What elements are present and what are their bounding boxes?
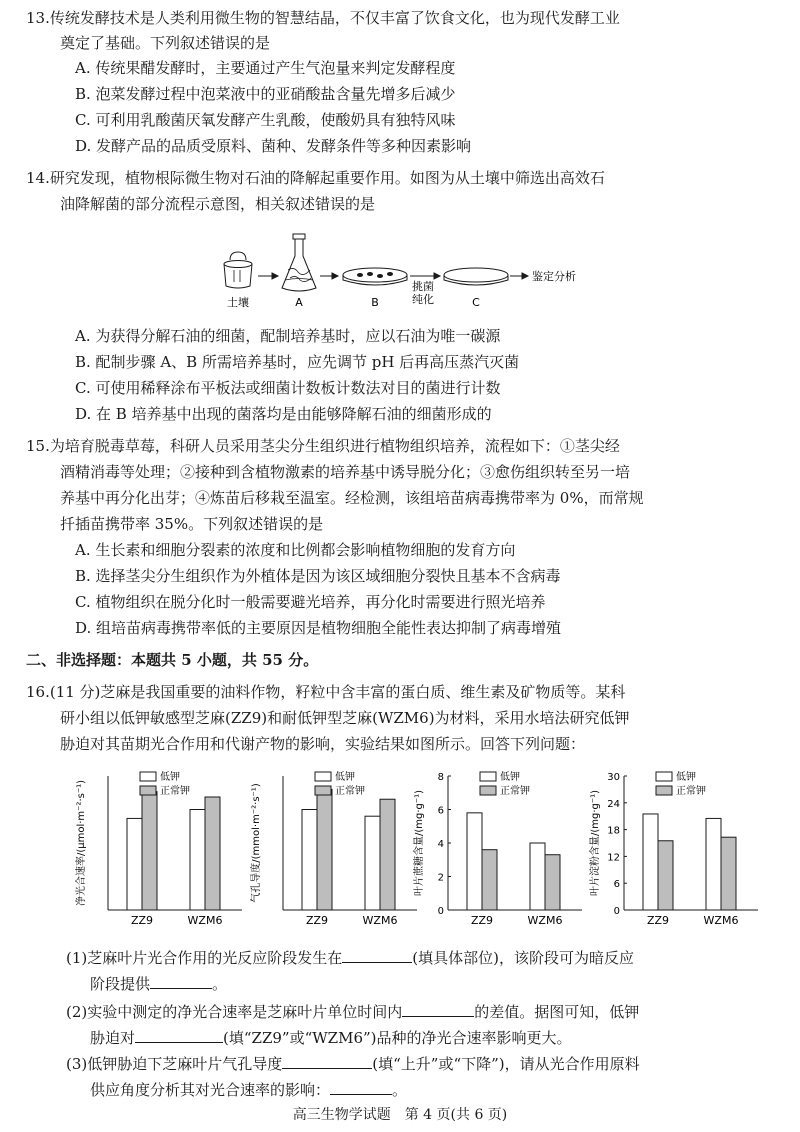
petri-dish-b-icon	[343, 268, 407, 285]
petri-dish-c-icon	[444, 268, 508, 285]
bar	[482, 850, 497, 910]
y-axis-title: 叶片蔗糖含量/(mg·g⁻¹)	[414, 789, 425, 897]
bar	[643, 814, 658, 910]
y-tick-label: 6	[613, 879, 620, 891]
legend-label: 正常钾	[160, 786, 190, 797]
q16-part2-line1: (2)实验中测定的净光合速率是芝麻叶片单位时间内 的差值。据图可知，低钾	[66, 1003, 640, 1021]
answer-blank[interactable]	[330, 1080, 392, 1095]
q14-option-a: A. 为获得分解石油的细菌，配制培养基时，应以石油为唯一碳源	[75, 327, 501, 345]
legend-swatch	[656, 786, 672, 795]
q13-option-b: B. 泡菜发酵过程中泡菜液中的亚硝酸盐含量先增多后减少	[75, 85, 456, 103]
bar	[365, 816, 380, 910]
flow-arrow-icon	[410, 273, 440, 279]
stomatal-conductance-chart	[247, 768, 425, 940]
step-a-label: A	[295, 296, 303, 309]
conical-flask-icon	[282, 234, 316, 291]
q13-stem-line2: 奠定了基础。下列叙述错误的是	[60, 34, 271, 52]
x-tick-label: ZZ9	[130, 914, 154, 927]
legend-swatch	[140, 772, 156, 781]
q16-part1-line2: 阶段提供 。	[90, 975, 228, 993]
bar	[467, 813, 482, 910]
answer-blank[interactable]	[282, 1054, 372, 1069]
page-footer: 高三生物学试题 第 4 页(共 6 页)	[292, 1107, 508, 1123]
q15-option-b: B. 选择茎尖分生组织作为外植体是因为该区域细胞分裂快且基本不含病毒	[75, 567, 561, 585]
bar	[721, 837, 736, 910]
legend-label: 正常钾	[500, 786, 530, 797]
y-tick-label: 8	[437, 772, 444, 783]
q15-option-a: A. 生长素和细胞分裂素的浓度和比例都会影响植物细胞的发育方向	[75, 541, 516, 559]
legend-swatch	[656, 772, 672, 781]
q15-stem-line4: 扦插苗携带率 35%。下列叙述错误的是	[60, 515, 324, 533]
step-b-label: B	[371, 296, 379, 309]
legend-swatch	[480, 786, 496, 795]
answer-blank[interactable]	[402, 1002, 474, 1017]
x-tick-label: WZM6	[703, 914, 739, 927]
bar	[545, 855, 560, 910]
legend-swatch	[315, 772, 331, 781]
y-axis-title: 叶片淀粉含量/(mg·g⁻¹)	[590, 789, 601, 897]
purify-label: 纯化	[412, 293, 434, 306]
soil-label: 土壤	[227, 296, 249, 309]
q13-option-a: A. 传统果醋发酵时，主要通过产生气泡量来判定发酵程度	[75, 59, 456, 77]
x-tick-label: ZZ9	[646, 914, 670, 927]
x-tick-label: WZM6	[362, 914, 398, 927]
flow-arrow-icon	[510, 273, 528, 279]
x-tick-label: ZZ9	[305, 914, 329, 927]
q15-option-c: C. 植物组织在脱分化时一般需要避光培养，再分化时需要进行照光培养	[75, 593, 546, 611]
net-photosynthesis-chart	[72, 768, 250, 940]
y-tick-label: 24	[607, 798, 620, 810]
bar	[142, 792, 157, 910]
q14-option-c: C. 可使用稀释涂布平板法或细菌计数板计数法对目的菌进行计数	[75, 379, 501, 397]
legend-swatch	[480, 772, 496, 781]
y-axis-title: 气孔导度/(mmol·m⁻²·s⁻¹)	[251, 783, 262, 903]
y-tick-label: 2	[437, 872, 444, 884]
y-tick-label: 12	[607, 852, 620, 864]
step-c-label: C	[472, 296, 480, 309]
flow-arrow-icon	[320, 273, 338, 279]
identify-label: 鉴定分析	[532, 270, 576, 283]
x-tick-label: WZM6	[527, 914, 563, 927]
q14-option-b: B. 配制步骤 A、B 所需培养基时，应先调节 pH 后再高压蒸汽灭菌	[75, 353, 520, 371]
q13-option-d: D. 发酵产品的品质受原料、菌种、发酵条件等多种因素影响	[75, 137, 472, 155]
q15-stem-line3: 养基中再分化出芽；④炼苗后移栽至温室。经检测，该组培苗病毒携带率为 0%，而常规	[60, 489, 644, 507]
y-axis-title: 净光合速率/(μmol·m⁻²·s⁻¹)	[76, 779, 87, 907]
q16-stem-line3: 胁迫对其苗期光合作用和代谢产物的影响，实验结果如图所示。回答下列问题：	[60, 735, 586, 753]
q16-part1-line1: (1)芝麻叶片光合作用的光反应阶段发生在 (填具体部位)，该阶段可为暗反应	[66, 949, 634, 967]
legend-label: 正常钾	[335, 786, 365, 797]
answer-blank[interactable]	[342, 948, 412, 963]
starch-content-chart	[588, 768, 766, 940]
q16-part2-line2: 胁迫对 (填“ZZ9”或“WZM6”)品种的净光合速率影响更大。	[90, 1029, 572, 1047]
q16-part3-line1: (3)低钾胁迫下芝麻叶片气孔导度 (填“上升”或“下降”)，请从光合作用原料	[66, 1055, 640, 1073]
q16-stem-line2: 研小组以低钾敏感型芝麻(ZZ9)和耐低钾型芝麻(WZM6)为材料，采用水培法研究低钾	[60, 709, 630, 727]
legend-label: 低钾	[335, 772, 355, 783]
y-tick-label: 18	[607, 825, 620, 837]
q14-option-d: D. 在 B 培养基中出现的菌落均是由能够降解石油的细菌形成的	[75, 405, 492, 423]
sucrose-content-chart	[412, 768, 590, 940]
answer-blank[interactable]	[135, 1028, 223, 1043]
bar	[658, 841, 673, 910]
bar	[530, 843, 545, 910]
q13-option-c: C. 可利用乳酸菌厌氧发酵产生乳酸，使酸奶具有独特风味	[75, 111, 456, 129]
answer-blank[interactable]	[150, 974, 212, 989]
soil-beaker-icon	[224, 252, 252, 288]
y-tick-label: 4	[437, 839, 444, 850]
legend-swatch	[140, 786, 156, 795]
x-tick-label: ZZ9	[470, 914, 494, 927]
legend-label: 低钾	[160, 772, 180, 783]
y-tick-label: 6	[437, 805, 444, 817]
x-tick-label: WZM6	[187, 914, 223, 927]
legend-label: 低钾	[676, 772, 696, 783]
q15-stem-line2: 酒精消毒等处理；②接种到含植物激素的培养基中诱导脱分化；③愈伤组织转至另一培	[60, 463, 631, 481]
legend-label: 低钾	[500, 772, 520, 783]
bar	[302, 810, 317, 911]
bar	[205, 797, 220, 910]
q14-stem-line2: 油降解菌的部分流程示意图，相关叙述错误的是	[60, 195, 376, 213]
q14-flow-diagram	[210, 222, 600, 320]
bar	[127, 818, 142, 910]
q13-stem-line1: 13.传统发酵技术是人类利用微生物的智慧结晶，不仅丰富了饮食文化，也为现代发酵工业	[26, 9, 620, 27]
y-tick-label: 30	[607, 772, 620, 783]
bar	[380, 799, 395, 910]
legend-label: 正常钾	[676, 786, 706, 797]
y-tick-label: 0	[437, 906, 444, 917]
q14-stem-line1: 14.研究发现，植物根际微生物对石油的降解起重要作用。如图为从土壤中筛选出高效石	[26, 169, 605, 187]
q15-stem-line1: 15.为培育脱毒草莓，科研人员采用茎尖分生组织进行植物组织培养，流程如下：①茎尖经	[26, 437, 620, 455]
section-heading: 二、非选择题：本题共 5 小题，共 55 分。	[26, 651, 319, 669]
bar	[190, 810, 205, 911]
legend-swatch	[315, 786, 331, 795]
bar	[706, 818, 721, 910]
pick-label: 挑菌	[412, 280, 434, 293]
bar	[317, 789, 332, 910]
q16-stem-line1: 16.(11 分)芝麻是我国重要的油料作物，籽粒中含丰富的蛋白质、维生素及矿物质等。某科	[26, 683, 626, 701]
q16-part3-line2: 供应角度分析其对光合速率的影响： 。	[90, 1081, 408, 1099]
y-tick-label: 0	[613, 906, 620, 917]
flow-arrow-icon	[258, 273, 278, 279]
q15-option-d: D. 组培苗病毒携带率低的主要原因是植物细胞全能性表达抑制了病毒增殖	[75, 619, 562, 637]
